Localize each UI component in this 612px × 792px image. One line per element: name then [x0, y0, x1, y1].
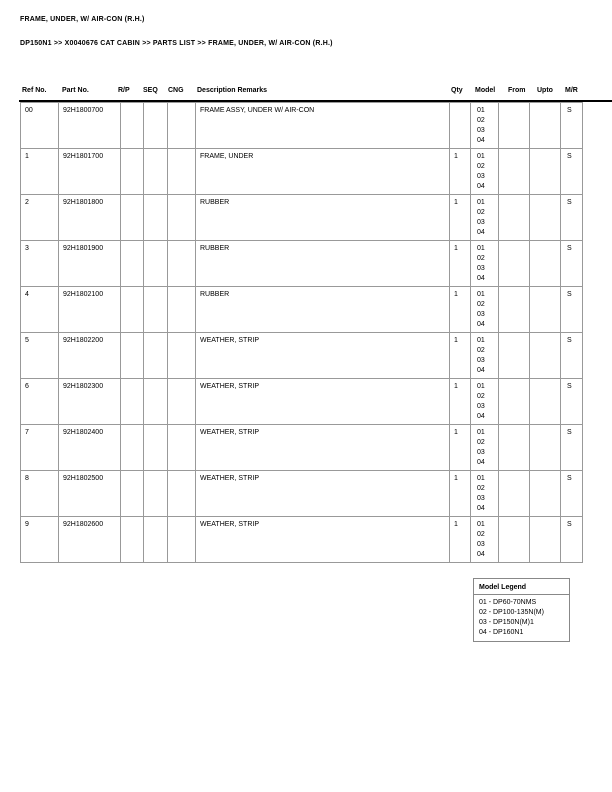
ref-no-cell: 4: [21, 287, 59, 333]
table-row: [21, 103, 583, 149]
table-column-headers: [0, 87, 612, 99]
qty-cell: 1: [450, 149, 471, 195]
part-no-cell: 92H1800700: [59, 103, 121, 149]
seq-cell: [144, 241, 168, 287]
model-cell: [471, 149, 499, 195]
model-code: 02: [477, 439, 485, 446]
upto-cell: [530, 149, 561, 195]
ref-no-cell: 00: [21, 103, 59, 149]
upto-cell: [530, 195, 561, 241]
model-cell: [471, 425, 499, 471]
col-header-ref-no: Ref No.: [22, 87, 47, 94]
model-code: 01: [477, 521, 485, 528]
model-code: 03: [477, 449, 485, 456]
cng-cell: [168, 379, 196, 425]
model-cell: [471, 241, 499, 287]
qty-cell: 1: [450, 287, 471, 333]
model-code: 03: [477, 495, 485, 502]
from-cell: [499, 333, 530, 379]
parts-table: [20, 102, 583, 563]
model-code: 01: [477, 337, 485, 344]
model-code: 01: [477, 245, 485, 252]
col-header-model: Model: [475, 87, 496, 94]
model-code: 02: [477, 393, 485, 400]
part-no-cell: 92H1801800: [59, 195, 121, 241]
seq-cell: [144, 195, 168, 241]
model-code: 01: [477, 199, 485, 206]
model-code: 01: [477, 429, 485, 436]
upto-cell: [530, 517, 561, 563]
table-row: [21, 517, 583, 563]
cng-cell: [168, 517, 196, 563]
qty-cell: [450, 103, 471, 149]
mr-cell: S: [561, 103, 583, 149]
rp-cell: [121, 241, 144, 287]
table-row: [21, 195, 583, 241]
upto-cell: [530, 471, 561, 517]
upto-cell: [530, 379, 561, 425]
part-no-cell: 92H1801900: [59, 241, 121, 287]
rp-cell: [121, 195, 144, 241]
model-cell: [471, 379, 499, 425]
breadcrumb: DP150N1 >> X0040676 CAT CABIN >> PARTS LIST >> FRAME, UNDER, W/ AIR-CON (R.H.): [20, 40, 333, 47]
seq-cell: [144, 517, 168, 563]
seq-cell: [144, 333, 168, 379]
cng-cell: [168, 333, 196, 379]
mr-cell: S: [561, 149, 583, 195]
rp-cell: [121, 149, 144, 195]
rp-cell: [121, 333, 144, 379]
upto-cell: [530, 287, 561, 333]
model-code: 03: [477, 541, 485, 548]
model-legend-items: [474, 595, 569, 638]
cng-cell: [168, 241, 196, 287]
ref-no-cell: 9: [21, 517, 59, 563]
description-cell: WEATHER, STRIP: [196, 333, 450, 379]
description-cell: WEATHER, STRIP: [196, 471, 450, 517]
model-code: 01: [477, 153, 485, 160]
table-row: [21, 379, 583, 425]
col-header-from: From: [508, 87, 526, 94]
model-code: 03: [477, 127, 485, 134]
description-cell: WEATHER, STRIP: [196, 517, 450, 563]
model-code: 03: [477, 265, 485, 272]
cng-cell: [168, 471, 196, 517]
model-code: 04: [477, 275, 485, 282]
model-cell: [471, 471, 499, 517]
model-cell: [471, 195, 499, 241]
ref-no-cell: 5: [21, 333, 59, 379]
table-row: [21, 241, 583, 287]
part-no-cell: 92H1801700: [59, 149, 121, 195]
description-cell: RUBBER: [196, 287, 450, 333]
seq-cell: [144, 471, 168, 517]
model-cell: [471, 287, 499, 333]
col-header-description: Description Remarks: [197, 87, 268, 94]
rp-cell: [121, 425, 144, 471]
from-cell: [499, 149, 530, 195]
qty-cell: 1: [450, 333, 471, 379]
rp-cell: [121, 287, 144, 333]
ref-no-cell: 2: [21, 195, 59, 241]
col-header-cng: CNG: [168, 87, 184, 94]
from-cell: [499, 425, 530, 471]
ref-no-cell: 3: [21, 241, 59, 287]
model-code: 02: [477, 301, 485, 308]
col-header-seq: SEQ: [143, 87, 158, 94]
cng-cell: [168, 103, 196, 149]
model-code: 04: [477, 505, 485, 512]
description-cell: RUBBER: [196, 195, 450, 241]
part-no-cell: 92H1802500: [59, 471, 121, 517]
model-code: 02: [477, 485, 485, 492]
mr-cell: S: [561, 333, 583, 379]
seq-cell: [144, 149, 168, 195]
mr-cell: S: [561, 517, 583, 563]
model-code: 04: [477, 321, 485, 328]
model-code: 03: [477, 357, 485, 364]
qty-cell: 1: [450, 425, 471, 471]
from-cell: [499, 195, 530, 241]
model-legend-item: 03 - DP150N(M)1: [479, 619, 534, 626]
col-header-part-no: Part No.: [62, 87, 89, 94]
from-cell: [499, 379, 530, 425]
model-code: 02: [477, 163, 485, 170]
ref-no-cell: 7: [21, 425, 59, 471]
model-code: 04: [477, 229, 485, 236]
ref-no-cell: 6: [21, 379, 59, 425]
qty-cell: 1: [450, 471, 471, 517]
model-code: 04: [477, 183, 485, 190]
description-cell: WEATHER, STRIP: [196, 379, 450, 425]
model-legend: [473, 578, 570, 642]
model-code: 04: [477, 367, 485, 374]
mr-cell: S: [561, 195, 583, 241]
qty-cell: 1: [450, 379, 471, 425]
model-code: 04: [477, 551, 485, 558]
upto-cell: [530, 333, 561, 379]
col-header-upto: Upto: [537, 87, 553, 94]
table-row: [21, 333, 583, 379]
model-legend-item: 04 - DP160N1: [479, 629, 524, 636]
from-cell: [499, 517, 530, 563]
col-header-qty: Qty: [451, 87, 463, 94]
part-no-cell: 92H1802100: [59, 287, 121, 333]
model-code: 01: [477, 107, 485, 114]
seq-cell: [144, 287, 168, 333]
model-code: 01: [477, 475, 485, 482]
upto-cell: [530, 241, 561, 287]
table-row: [21, 471, 583, 517]
mr-cell: S: [561, 241, 583, 287]
model-code: 03: [477, 173, 485, 180]
seq-cell: [144, 379, 168, 425]
col-header-rp: R/P: [118, 87, 130, 94]
model-code: 02: [477, 117, 485, 124]
model-code: 01: [477, 383, 485, 390]
description-cell: FRAME, UNDER: [196, 149, 450, 195]
from-cell: [499, 103, 530, 149]
mr-cell: S: [561, 471, 583, 517]
mr-cell: S: [561, 287, 583, 333]
table-row: [21, 149, 583, 195]
model-legend-item: 01 - DP60-70NMS: [479, 599, 537, 606]
cng-cell: [168, 287, 196, 333]
qty-cell: 1: [450, 517, 471, 563]
model-code: 02: [477, 531, 485, 538]
model-code: 04: [477, 137, 485, 144]
from-cell: [499, 471, 530, 517]
qty-cell: 1: [450, 195, 471, 241]
rp-cell: [121, 517, 144, 563]
model-legend-item: 02 - DP100-135N(M): [479, 609, 544, 616]
model-cell: [471, 103, 499, 149]
model-code: 02: [477, 255, 485, 262]
cng-cell: [168, 195, 196, 241]
part-no-cell: 92H1802600: [59, 517, 121, 563]
part-no-cell: 92H1802200: [59, 333, 121, 379]
model-code: 03: [477, 311, 485, 318]
model-cell: [471, 333, 499, 379]
table-row: [21, 425, 583, 471]
description-cell: RUBBER: [196, 241, 450, 287]
rp-cell: [121, 379, 144, 425]
part-no-cell: 92H1802300: [59, 379, 121, 425]
part-no-cell: 92H1802400: [59, 425, 121, 471]
cng-cell: [168, 425, 196, 471]
table-row: [21, 287, 583, 333]
model-cell: [471, 517, 499, 563]
mr-cell: S: [561, 425, 583, 471]
model-code: 04: [477, 413, 485, 420]
rp-cell: [121, 471, 144, 517]
model-code: 03: [477, 403, 485, 410]
mr-cell: S: [561, 379, 583, 425]
description-cell: FRAME ASSY, UNDER W/ AIR-CON: [196, 103, 450, 149]
upto-cell: [530, 425, 561, 471]
model-code: 03: [477, 219, 485, 226]
description-cell: WEATHER, STRIP: [196, 425, 450, 471]
ref-no-cell: 8: [21, 471, 59, 517]
seq-cell: [144, 103, 168, 149]
model-code: 01: [477, 291, 485, 298]
cng-cell: [168, 149, 196, 195]
from-cell: [499, 241, 530, 287]
seq-cell: [144, 425, 168, 471]
rp-cell: [121, 103, 144, 149]
upto-cell: [530, 103, 561, 149]
model-code: 02: [477, 347, 485, 354]
col-header-mr: M/R: [565, 87, 578, 94]
page-title: FRAME, UNDER, W/ AIR-CON (R.H.): [20, 16, 145, 23]
model-code: 04: [477, 459, 485, 466]
ref-no-cell: 1: [21, 149, 59, 195]
model-legend-title: Model Legend: [474, 579, 569, 595]
qty-cell: 1: [450, 241, 471, 287]
from-cell: [499, 287, 530, 333]
model-code: 02: [477, 209, 485, 216]
